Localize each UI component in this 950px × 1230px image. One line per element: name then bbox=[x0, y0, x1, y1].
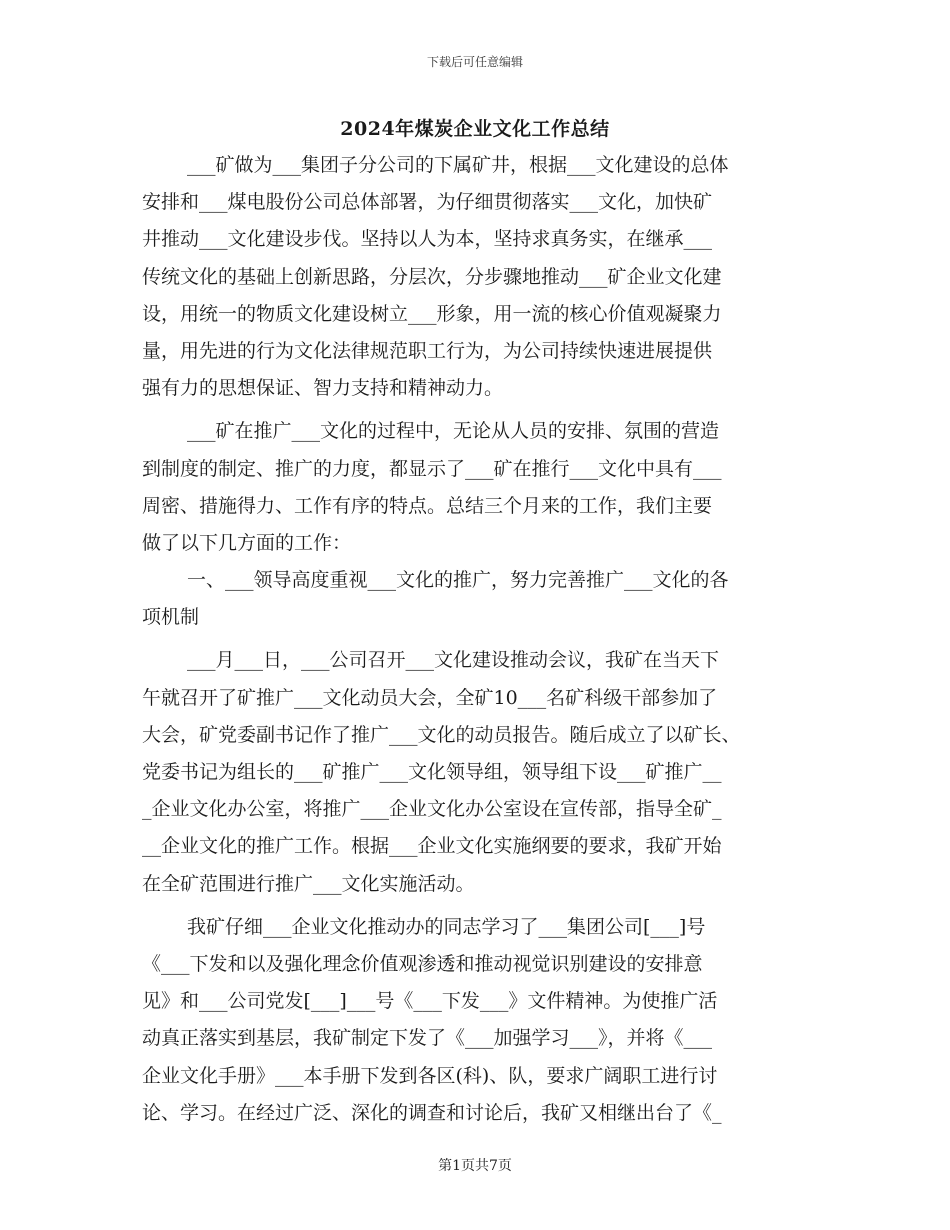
text-line: 量，用先进的行为文化法律规范职工行为，为公司持续快速进展提供 bbox=[142, 339, 713, 362]
text-line: 在全矿范围进行推广___文化实施活动。 bbox=[142, 872, 475, 895]
text-line: 见》和___公司党发[___]___号《___下发___》文件精神。为使推广活 bbox=[142, 990, 718, 1013]
text-line: 做了以下几方面的工作： bbox=[142, 531, 352, 554]
page-number: 第1页共7页 bbox=[438, 1158, 512, 1174]
text-line: __企业文化的推广工作。根据___企业文化实施纲要的要求，我矿开始 bbox=[142, 835, 722, 858]
text-line: 大会，矿党委副书记作了推广___文化的动员报告。随后成立了以矿长、 bbox=[142, 723, 741, 746]
text-line: 企业文化手册》___本手册下发到各区(科)、队，要求广阔职工进行讨 bbox=[142, 1064, 718, 1087]
text-line: 强有力的思想保证、智力支持和精神动力。 bbox=[142, 377, 504, 400]
text-line: 我矿仔细___企业文化推动办的同志学习了___集团公司[___]号 bbox=[187, 915, 706, 938]
text-line: 午就召开了矿推广___文化动员大会，全矿10___名矿科级干部参加了 bbox=[142, 686, 718, 709]
text-line: 传统文化的基础上创新思路，分层次，分步骤地推动___矿企业文化建 bbox=[142, 265, 722, 288]
text-line: ___矿做为___集团子分公司的下属矿井，根据___文化建设的总体 bbox=[187, 154, 729, 176]
document-body bbox=[142, 147, 806, 1132]
download-note: 下载后可任意编辑 bbox=[426, 55, 523, 69]
text-line: _企业文化办公室，将推广___企业文化办公室设在宣传部，指导全矿_ bbox=[142, 798, 722, 821]
text-line: ___月___日，___公司召开___文化建设推动会议，我矿在当天下 bbox=[187, 649, 720, 672]
text-line: 项机制 bbox=[142, 606, 200, 629]
text-line: 设，用统一的物质文化建设树立___形象，用一流的核心价值观凝聚力 bbox=[142, 302, 722, 325]
text-line: 《___下发和以及强化理念价值观渗透和推动视觉识别建设的安排意 bbox=[142, 952, 703, 975]
text-line: 安排和___煤电股份公司总体部署，为仔细贯彻落实___文化，加快矿 bbox=[142, 191, 713, 214]
paragraph bbox=[142, 147, 806, 407]
text-line: 到制度的制定、推广的力度，都显示了___矿在推行___文化中具有___ bbox=[142, 457, 722, 480]
document-title: 2024年煤炭企业文化工作总结 bbox=[340, 118, 610, 140]
text-line: 一、___领导高度重视___文化的推广，努力完善推广___文化的各 bbox=[187, 569, 729, 592]
paragraph bbox=[142, 642, 806, 902]
paragraph bbox=[142, 909, 806, 1132]
text-line: 周密、措施得力、工作有序的特点。总结三个月来的工作，我们主要 bbox=[142, 494, 713, 517]
text-line: 党委书记为组长的___矿推广___文化领导组，领导组下设___矿推广__ bbox=[142, 761, 722, 783]
text-line: 井推动___文化建设步伐。坚持以人为本，坚持求真务实，在继承___ bbox=[142, 228, 713, 251]
text-line: 论、学习。在经过广泛、深化的调查和讨论后，我矿又相继出台了《_ bbox=[142, 1101, 722, 1124]
section-heading bbox=[142, 562, 806, 636]
text-line: 动真正落实到基层，我矿制定下发了《___加强学习___》，并将《___ bbox=[142, 1027, 713, 1050]
text-line: ___矿在推广___文化的过程中，无论从人员的安排、氛围的营造 bbox=[187, 420, 720, 443]
paragraph bbox=[142, 413, 806, 562]
